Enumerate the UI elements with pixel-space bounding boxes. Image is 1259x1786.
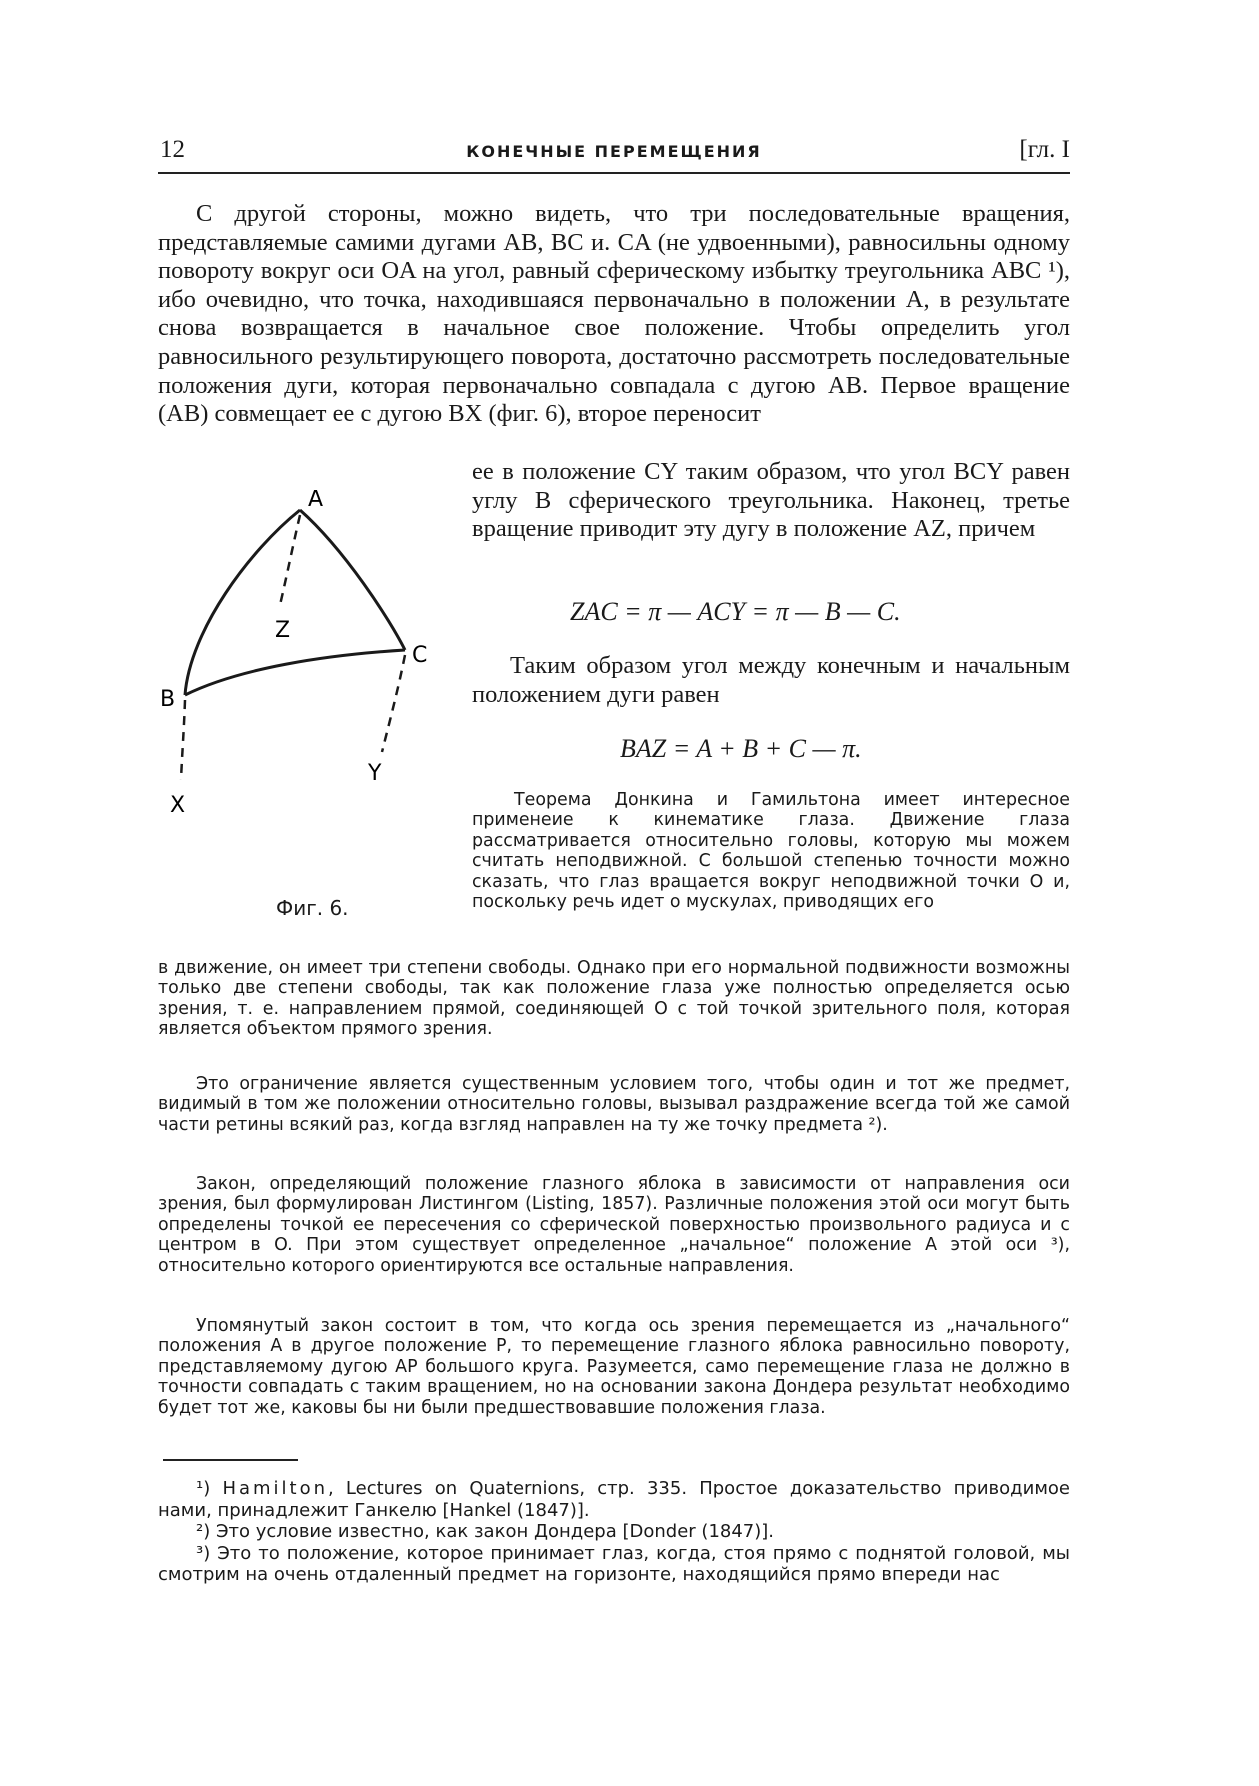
chapter-label: [гл. I [1019, 136, 1070, 163]
page-number: 12 [160, 136, 185, 163]
footnote-1-author: Hamilton [222, 1478, 329, 1499]
arc-ac [300, 510, 405, 650]
label-b: B [160, 687, 176, 712]
label-a: A [308, 490, 324, 512]
label-x: X [170, 793, 186, 818]
paragraph-4: Это ограничение является существенным условием того, чтобы один и тот же предмет, видимый в том же положении относительно головы, вызывал раздражение всегда той же самой части ретины всякий раз, когда взгляд направлен на ту же точку предмета ²). [158, 1074, 1070, 1135]
running-title: КОНЕЧНЫЕ ПЕРЕМЕЩЕНИЯ [466, 142, 762, 161]
arc-cy-dashed [382, 655, 405, 752]
footnote-1 [158, 1478, 1070, 1521]
arc-ab [185, 510, 300, 695]
footnote-1-mark: ¹) [196, 1478, 211, 1499]
arc-bx-dashed [181, 700, 185, 780]
paragraph-1-continuation: ее в положение CY таким образом, что угол BCY равен углу B сферического треугольника. Наконец, третье вращение приводит эту дугу в положение AZ, причем [472, 458, 1070, 543]
paragraph-3-part-a: Теорема Донкина и Гамильтона имеет интересное применеие к кинематике глаза. Движение глаза рассматривается относительно головы, которую мы можем считать неподвижной. С большой степенью точности можно сказать, что глаз вращается вокруг неподвижной точки O и, поскольку речь идет о мускулах, приводящих его [472, 790, 1070, 913]
equation-baz: BAZ = A + B + C — π. [620, 734, 862, 763]
label-y: Y [368, 761, 382, 786]
figure-6-spherical-triangle [160, 490, 460, 890]
paragraph-5: Закон, определяющий положение глазного яблока в зависимости от направления оси зрения, был формулирован Листингом (Listing, 1857). Различные положения этой оси могут быть определены точкой ее пересечения со сферической поверхностью произвольного радиуса и с центром в O. При этом существует определенное „начальное“ положение A этой оси ³), относительно которого ориентируются все остальные направления. [158, 1174, 1070, 1276]
arc-bc [185, 650, 405, 695]
figure-caption: Фиг. 6. [276, 896, 349, 920]
footnotes [158, 1478, 1070, 1586]
footnote-1-text: , Lectures on Quaternions, стр. 335. Простое доказательство приводимое нами, принадлежит Ганкелю [Hankel (1847)]. [158, 1478, 1070, 1521]
footnote-3: ³) Это то положение, которое принимает глаз, когда, стоя прямо с поднятой головой, мы смотрим на очень отдаленный предмет на горизонте, находящийся прямо впереди нас [158, 1542, 1070, 1586]
paragraph-3-part-b: в движение, он имеет три степени свободы. Однако при его нормальной подвижности возможны только две степени свободы, так как положение глаза уже полностью определяется осью зрения, т. е. направлением прямой, соединяющей O с той точкой зрительного поля, которая является объектом прямого зрения. [158, 958, 1070, 1040]
paragraph-1: С другой стороны, можно видеть, что три последовательные вращения, представляемые самими дугами AB, BC и. CA (не удвоенными), равносильны одному повороту вокруг оси OA на угол, равный сферическому избытку треугольника ABC ¹), ибо очевидно, что точка, находившаяся первоначально в положении A, в результате снова возвращается в начальное свое положение. Чтобы определить угол равносильного результирующего поворота, достаточно рассмотреть последовательные положения дуги, которая первоначально совпадала с дугою AB. Первое вращение (AB) совмещает ее с дугою BX (фиг. 6), второе переносит [158, 200, 1070, 428]
label-z: Z [275, 618, 291, 643]
footnote-2: ²) Это условие известно, как закон Дондера [Donder (1847)]. [196, 1521, 775, 1543]
paragraph-2: Таким образом угол между конечным и начальным положением дуги равен [472, 652, 1070, 708]
running-header [158, 134, 1070, 174]
paragraph-6: Упомянутый закон состоит в том, что когда ось зрения перемещается из „начального“ положения A в другое положение P, то перемещение глазного яблока равносильно повороту, представляемому дугою AP большого круга. Разумеется, само перемещение глаза не должно в точности совпадать с таким вращением, но на основании закона Дондера результат необходимо будет тот же, каковы бы ни были предшествовавшие положения глаза. [158, 1316, 1070, 1418]
arc-az-dashed [280, 515, 300, 605]
footnote-rule [163, 1459, 298, 1461]
label-c: C [412, 643, 428, 668]
equation-zac: ZAC = π — ACY = π — B — C. [570, 597, 901, 626]
